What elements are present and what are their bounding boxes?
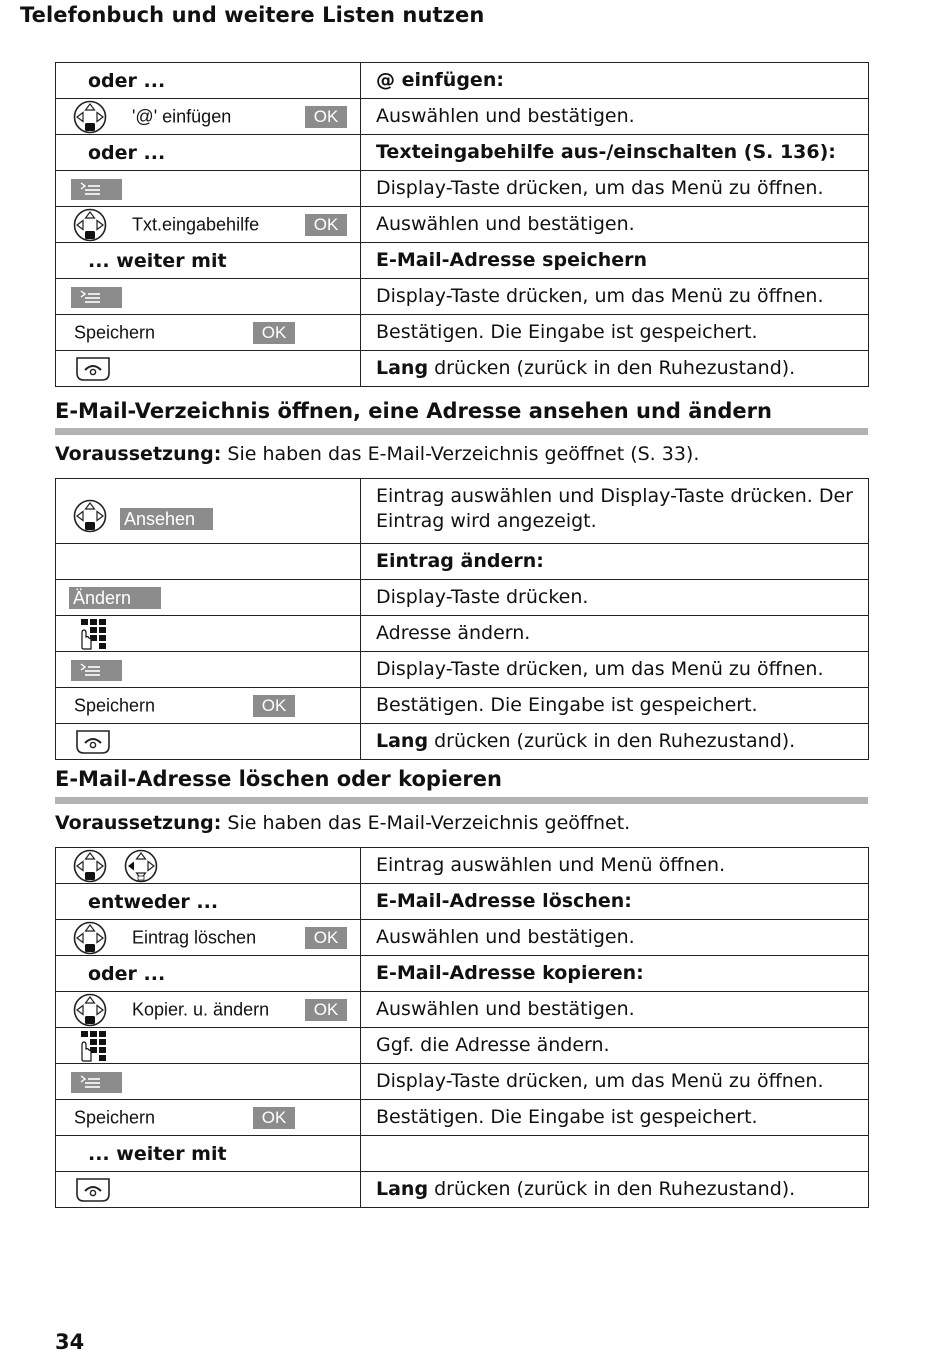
table-row: [56, 724, 869, 760]
table-row: [56, 135, 869, 171]
step-heading: E-Mail-Adresse speichern: [361, 243, 869, 279]
menu-display-key-icon: [71, 179, 122, 200]
table-row: [56, 544, 869, 580]
ok-key: OK: [305, 999, 347, 1021]
table-row: [56, 1100, 869, 1136]
table-row: [56, 1136, 869, 1172]
step-description: Auswählen und bestätigen.: [361, 99, 869, 135]
step-heading: Texteingabehilfe aus-/einschalten (S. 136):: [361, 135, 869, 171]
table-row: [56, 992, 869, 1028]
context-label: oder ...: [88, 962, 166, 985]
step-description: Display-Taste drücken, um das Menü zu öffnen.: [361, 171, 869, 207]
step-description: [361, 1172, 869, 1208]
keypad-icon: [78, 618, 110, 650]
table-row: [56, 1172, 869, 1208]
step-description: Bestätigen. Die Eingabe ist gespeichert.: [361, 315, 869, 351]
navigation-key-icon: [73, 100, 107, 134]
step-description: [361, 724, 869, 760]
context-label: ... weiter mit: [88, 249, 227, 272]
step-description: Auswählen und bestätigen.: [361, 992, 869, 1028]
steps-table-delete-copy: [55, 847, 869, 1208]
prerequisite-body: Sie haben das E-Mail-Verzeichnis geöffnet.: [221, 812, 631, 834]
navigation-key-icon: [73, 921, 107, 955]
emphasis-text: Lang: [376, 357, 429, 379]
keypad-icon: [78, 1030, 110, 1062]
menu-item-label: Speichern: [74, 695, 156, 715]
display-key: Ansehen: [120, 508, 213, 530]
prerequisite-label: Voraussetzung:: [55, 443, 222, 465]
section-divider: [55, 797, 868, 804]
step-description: Adresse ändern.: [361, 616, 869, 652]
menu-display-key-icon: [71, 660, 122, 681]
table-row: [56, 279, 869, 315]
step-description: Bestätigen. Die Eingabe ist gespeichert.: [361, 688, 869, 724]
menu-item-label: '@' einfügen: [132, 106, 232, 126]
menu-item-label: Txt.eingabehilfe: [132, 214, 260, 234]
context-label: ... weiter mit: [88, 1142, 227, 1165]
navigation-key-icon: [73, 208, 107, 242]
table-row: [56, 99, 869, 135]
table-row: [56, 1028, 869, 1064]
table-row: [56, 956, 869, 992]
ok-key: OK: [253, 322, 295, 344]
navigation-key-icon: [73, 499, 107, 533]
step-heading: E-Mail-Adresse kopieren:: [361, 956, 869, 992]
display-key: Ändern: [69, 587, 161, 609]
menu-item-label: Speichern: [74, 1107, 156, 1127]
step-description: Eintrag auswählen und Menü öffnen.: [361, 848, 869, 884]
table-row: [56, 848, 869, 884]
menu-item-label: Eintrag löschen: [132, 927, 257, 947]
menu-display-key-icon: [71, 1072, 122, 1093]
section-title: E-Mail-Adresse löschen oder kopieren: [55, 767, 502, 791]
step-heading: @ einfügen:: [361, 63, 869, 99]
table-row: [56, 616, 869, 652]
prerequisite-body: Sie haben das E-Mail-Verzeichnis geöffnet (S. 33).: [221, 443, 700, 465]
ok-key: OK: [305, 214, 347, 236]
prerequisite-label: Voraussetzung:: [55, 812, 222, 834]
prerequisite-text: [55, 443, 699, 465]
step-description: Display-Taste drücken.: [361, 580, 869, 616]
table-row: [56, 315, 869, 351]
step-description: Display-Taste drücken, um das Menü zu öffnen.: [361, 1064, 869, 1100]
step-description: Eintrag auswählen und Display-Taste drücken. Der Eintrag wird angezeigt.: [361, 479, 869, 544]
navigation-key-icon: [73, 993, 107, 1027]
step-description: [361, 351, 869, 387]
ok-key: OK: [253, 695, 295, 717]
table-row: [56, 171, 869, 207]
step-description: Display-Taste drücken, um das Menü zu öffnen.: [361, 279, 869, 315]
step-description: [361, 1136, 869, 1172]
table-row: [56, 1064, 869, 1100]
step-description: Bestätigen. Die Eingabe ist gespeichert.: [361, 1100, 869, 1136]
context-label: oder ...: [88, 69, 166, 92]
section-title: E-Mail-Verzeichnis öffnen, eine Adresse ansehen und ändern: [55, 399, 772, 423]
navigation-menu-key-icon: [124, 849, 158, 883]
prerequisite-text: [55, 812, 630, 834]
context-label: entweder ...: [88, 890, 219, 913]
step-heading: Eintrag ändern:: [361, 544, 869, 580]
steps-table-edit: [55, 478, 869, 760]
page-header: Telefonbuch und weitere Listen nutzen: [20, 3, 485, 27]
table-row: [56, 920, 869, 956]
emphasis-text: Lang: [376, 1178, 429, 1200]
table-row: [56, 580, 869, 616]
table-row: [56, 688, 869, 724]
table-row: [56, 63, 869, 99]
table-row: [56, 652, 869, 688]
table-row: [56, 243, 869, 279]
end-call-key-icon: [75, 1177, 111, 1203]
description-text: drücken (zurück in den Ruhezustand).: [428, 1178, 796, 1200]
section-divider: [55, 428, 868, 435]
step-description: Ggf. die Adresse ändern.: [361, 1028, 869, 1064]
page-number: 34: [55, 1330, 85, 1354]
step-heading: E-Mail-Adresse löschen:: [361, 884, 869, 920]
ok-key: OK: [305, 927, 347, 949]
table-row: [56, 351, 869, 387]
end-call-key-icon: [75, 356, 111, 382]
step-description: Display-Taste drücken, um das Menü zu öffnen.: [361, 652, 869, 688]
table-row: [56, 207, 869, 243]
table-row: [56, 479, 869, 544]
context-label: oder ...: [88, 141, 166, 164]
menu-item-label: Speichern: [74, 322, 156, 342]
description-text: drücken (zurück in den Ruhezustand).: [428, 357, 796, 379]
end-call-key-icon: [75, 729, 111, 755]
table-row: [56, 884, 869, 920]
ok-key: OK: [305, 106, 347, 128]
step-description: Auswählen und bestätigen.: [361, 207, 869, 243]
ok-key: OK: [253, 1107, 295, 1129]
step-description: Auswählen und bestätigen.: [361, 920, 869, 956]
steps-table-insert: [55, 62, 869, 387]
description-text: drücken (zurück in den Ruhezustand).: [428, 730, 796, 752]
navigation-key-icon: [73, 849, 107, 883]
menu-item-label: Kopier. u. ändern: [132, 999, 270, 1019]
emphasis-text: Lang: [376, 730, 429, 752]
menu-display-key-icon: [71, 287, 122, 308]
